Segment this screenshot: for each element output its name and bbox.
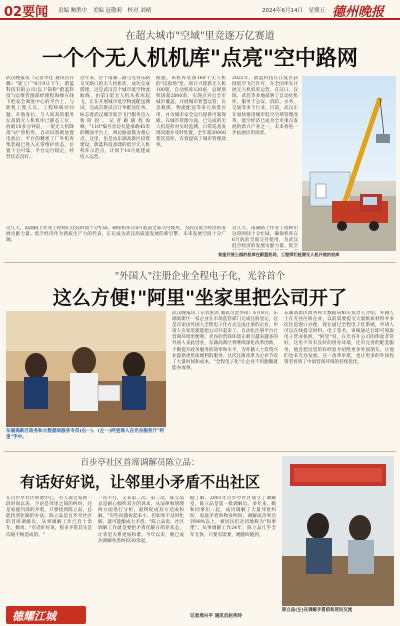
story1-column-6 xyxy=(6,226,226,256)
story3-kicker: 百步亭社区首席调解员陈立品： xyxy=(80,458,200,468)
story3-reporter: 记者周兴平 通讯员赵伟玲 xyxy=(190,614,243,619)
story3-text-3: 据了解，2001年百步亭社区成立了调解室，陈立品是第一批调解员。多年来，她和同事们一起，成功调解了大量邻里纠纷、家庭矛盾和物业纠纷，调解成功率达到98%以上，被居民们亲切地称为"和事佬"。从事调解工作24年，陈立品几乎全年无休，只要有需要，她随叫随到。 xyxy=(190,496,276,538)
story1-text-6: 这几天，南湖路上作业工程师们这段时间十分忙碌，确保机库在6月底前全部交付使用，为武汉低空经济的发展贡献力量。低空经济作为新质生产力的代表，正在成为武汉高质量发展的新引擎，未来发展空间十分广阔。 xyxy=(6,226,226,244)
page-number: 02要闻 xyxy=(4,5,49,20)
story1-column-4 xyxy=(232,76,298,226)
story1-kicker: 在超大城市"空域"里竞逐万亿赛道 xyxy=(125,31,275,42)
story3-column-2 xyxy=(98,496,184,620)
issue-date: 2024年6月14日 星期五 xyxy=(262,8,325,14)
story2-column-2 xyxy=(284,311,394,447)
story1-text-2: 近年来，位于南湖二路与光谷东路交叉路口的无人机机库，成功完成搭建。这是武汉首个城市低空物流航线，由第1架无人机从机库起飞，正在开展城市低空物流配送测试，完成首批试点订单配送任务，标志着武汉城市低空飞行服务迈入新阶段。记者跟随程海峰，"110"编号旁边有能承载45米的侧面平台上，两边路面都为重心点，这里，也是由东湖高新区投资建设，蔚蓝科技承建的低空无人机机库示范点，计划于10月底建成投入运营。 xyxy=(80,76,150,161)
story3-photo-caption: 陈立品(左)在调解矛盾前和居民交流 xyxy=(282,608,353,613)
story2-column-1 xyxy=(172,311,278,447)
story1-photo xyxy=(302,76,396,251)
story1-column-1 xyxy=(6,76,74,226)
story1-text-4: 2022年，蔚蓝科技在江夏区获批低空飞行许可，在全国率先开展无人机机库运营，在汉口、汉阳、武昌等多地部署了自动化机库，服务于公安、消防、水务、交通等多个行业。目前，武汉正在加快推进城市低空空域管理改革，低空经济已成为全市重点发展的新兴产业之一，未来将进一步拓展应用场景。 xyxy=(232,76,298,136)
story1-photo-caption: 首座开放公园的机库在蔚蓝机场，工程师们检测无人机开装的机库 xyxy=(218,252,340,257)
newspaper-logo: 德州晚报 xyxy=(332,5,385,20)
crane-truck-image xyxy=(302,76,396,251)
story3-headline[interactable]: 有话好好说，让邻里小矛盾不出社区 xyxy=(19,473,260,491)
story2-text-1: 武汉晚报讯（记者张鸽 通讯员金李锋）6月8日，东湖高新区一家企业在市场监管部门完成注册登记，这是首家由外国人全程电子化方式完成注册的企业，申请人在家里就能把公司开起来了。自动化注册平台让营商环境更便利。光谷的营商环境正吸引越来越多的外国人来此创业，东湖高新区将继续深化改革创新，不断提升政务服务的效率和水平，为外籍人士投资兴业提供更优质便利的服务。这次注册改革为企业节省了大量时间和成本，"全程电子化"让企业不用跑腿就能办成事。 xyxy=(172,311,278,371)
story1-text-3: 据悉，该机库装备160个无人机的"试验场"里，预计兴建新无人机100架。自动机库120座，总规划机场超2000余，实现点对点全市城市覆盖，开展城市智慧运管、应急救援、物流配送等多元场景应用，并为城市安全运行提供可靠保障。在城市管理方面，已完成的无人机巡检对实时监测、日常巡查发现问题并及时处置，全年超30000架次巡检，有效提高了城市管理效率。 xyxy=(156,76,226,149)
mediation-room-image xyxy=(282,456,394,606)
story2-headline[interactable]: 这么方便!"阿里"坐家里把公司开了 xyxy=(52,287,348,309)
section-divider-2 xyxy=(4,451,396,452)
story2-photo-caption: 东湖高新区政务和大数据局服务专员(右一)、(左一)阿里商人在光谷服务厅"阿里"手中。 xyxy=(6,429,165,440)
story2-photo xyxy=(6,311,166,427)
story2-text-2: 东湖高新区政务和大数据局相关负责人介绍，外籍人士在光谷注册企业，以前需要提交大量纸质材料并多次往返窗口办理，现在通过全程电子化系统，申请人可以在线提交材料、电子签名，审核通过后即可领取电子营业执照。"阿里"说，在光谷开公司的体验非常好，这里不仅有良好的创业环境，还有完善的配套服务，他会把这里的好经验介绍给更多外国朋友，让他们也来光谷发展。这一改革举措，也让更多的外国投资者看到了中国营商环境的持续优化。 xyxy=(284,311,394,365)
story3-text-2: 一次不行，又来第二次、第三次，陈立品总是耐心倾听双方的诉求，从法律和情理两方面进行分析，最终促成双方达成和解。"有些问题看起来小，但如果不及时化解，就可能酿成大矛盾。"陈立品说，社区调解工作就是要把矛盾化解在萌芽状态，让邻里关系更加和谐。今年以来，她已成功调解各类纠纷30余起。 xyxy=(98,496,184,544)
section-divider-1 xyxy=(4,262,396,263)
story1-column-5 xyxy=(232,226,298,250)
story1-column-2 xyxy=(80,76,150,226)
story3-column-1 xyxy=(6,496,92,608)
editor-credits: 责编 鲍胜中 美编 冠敬莉 校对 刘晴 xyxy=(58,8,152,14)
story1-text-5: 这几天，南湖路上作业工程师们这段时间十分忙碌，确保机库在6月底前全部交付使用，为武汉低空经济的发展贡献力量。低空 xyxy=(232,226,298,250)
moral-model-logo xyxy=(6,606,86,624)
story3-photo xyxy=(282,456,394,606)
logo-text: 德耀江城 xyxy=(12,610,56,623)
story1-column-3 xyxy=(156,76,226,226)
story1-text-1: 武汉晚报讯（记者李佳 通讯员许腾）"轮工厂"6月9日下午，蔚蓝科技有限公司(以下简称"蔚蓝科技")运维管理部经理程海峰在线下把安全调度中心的平台上，与轮机工程人员、工程师核对问题。在他身后，与人间高的服务坛高塔无人机机库已静态工位，放眼10多分钟前，一架无人机降落"站"进机库，自动识别被放置电池后，平台的精密工厂外机库集装箱已进入正常维护状态。位置十分可靠，平台运行稳定，经营状态良好。 xyxy=(6,76,74,161)
story3-text-1: 在百步亭社区和谐中心，有人说这家新一段时间以来，不论是邻里之间的纠纷，还是家庭内部的矛盾，只要找到陈立品，总能找到化解的办法。陈立品是百步亭社区的首席调解员，从事调解工作已有十余年，她说："有话好好说，很多矛盾其实是沟通不畅造成的。" xyxy=(6,496,92,538)
story2-kicker: "外国人"注册企业全程电子化，光谷首个 xyxy=(114,271,286,282)
story1-headline[interactable]: 一个个无人机机库"点亮"空中路网 xyxy=(42,45,358,70)
story3-column-3 xyxy=(190,496,276,612)
service-hall-image xyxy=(6,311,166,427)
